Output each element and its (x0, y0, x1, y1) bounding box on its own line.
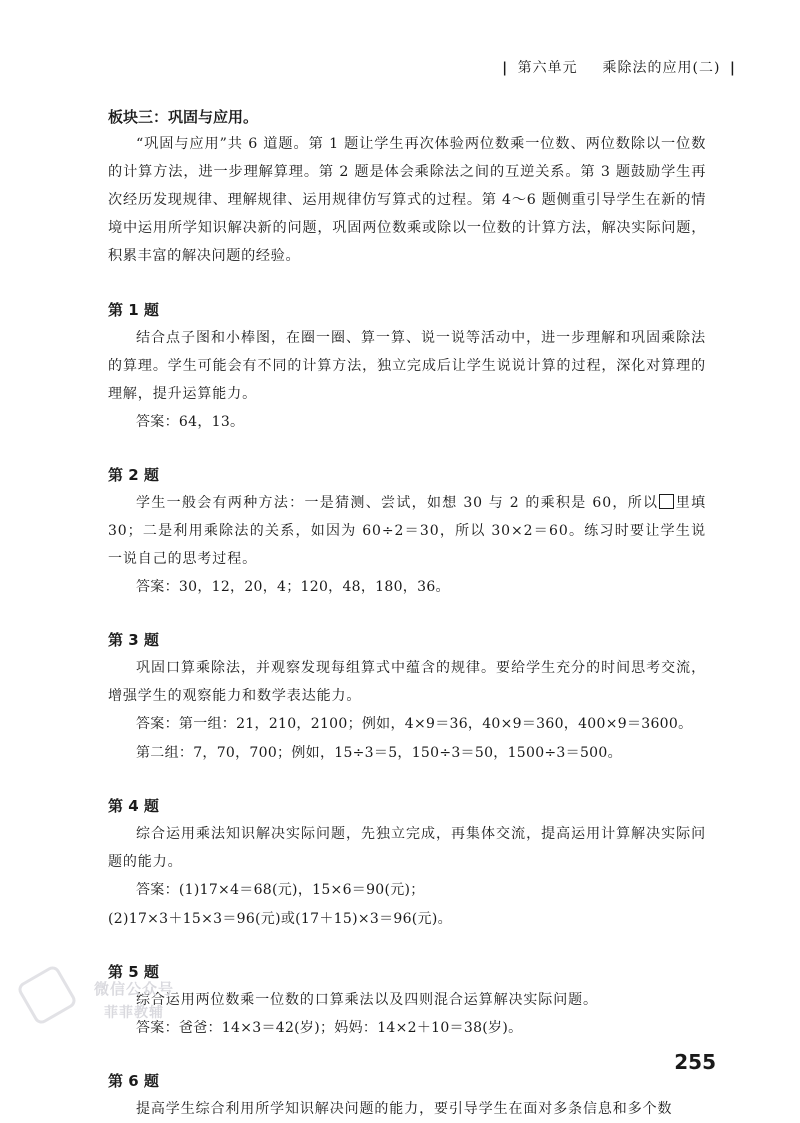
question-answer-4a: 答案：(1)17×4＝68(元)，15×6＝90(元)； (136, 882, 425, 898)
header-unit: 第六单元 (517, 60, 578, 76)
header-left-bar: | (502, 60, 509, 76)
question-heading-5: 第 5 题 (108, 963, 159, 981)
question-heading-1: 第 1 题 (108, 301, 159, 319)
section-intro: “巩固与应用”共 6 道题。第 1 题让学生再次体验两位数乘一位数、两位数除以一位数的计算方法，进一步理解算理。第 2 题是体会乘除法之间的互逆关系。第 3 题鼓励学生再次经历发现规律、理解规律、运用规律仿写算式的过程。第 4～6 题侧重引导学生在新的情境中运用所学知识解决新的问题，巩固两位数乘或除以一位数的计算方法，解决实际问题，积累丰富的解决问题的经验。 (108, 136, 706, 264)
question-answer-5: 答案：爸爸：14×3＝42(岁)；妈妈：14×2＋10＝38(岁)。 (136, 1020, 523, 1036)
watermark (24, 968, 204, 1028)
question-text-1: 结合点子图和小棒图，在圈一圈、算一算、说一说等活动中，进一步理解和巩固乘除法的算理。学生可能会有不同的计算方法，独立完成后让学生说说计算的过程，深化对算理的理解，提升运算能力。 (108, 330, 706, 402)
question-heading-6: 第 6 题 (108, 1072, 159, 1090)
question-text-5: 综合运用两位数乘一位数的口算乘法以及四则混合运算解决实际问题。 (136, 992, 598, 1008)
page-number: 255 (674, 1050, 716, 1074)
question-text-6: 提高学生综合利用所学知识解决问题的能力，要引导学生在面对多条信息和多个数 (136, 1101, 673, 1117)
blank-box-icon (659, 494, 674, 509)
question-answer-3a: 答案：第一组：21，210，2100；例如，4×9＝36，40×9＝360，400×9＝3600。 (136, 716, 693, 732)
question-heading-2: 第 2 题 (108, 466, 159, 484)
question-heading-3: 第 3 题 (108, 631, 159, 649)
section-title: 板块三：巩固与应用。 (108, 108, 259, 126)
watermark-line1: 微信公众号 (94, 980, 175, 998)
question-text-3: 巩固口算乘除法，并观察发现每组算式中蕴含的规律。要给学生充分的时间思考交流，增强学生的观察能力和数学表达能力。 (108, 660, 706, 704)
question-text-4: 综合运用乘法知识解决实际问题，先独立完成，再集体交流，提高运用计算解决实际问题的能力。 (108, 826, 706, 870)
question-answer-1: 答案：64，13。 (136, 414, 245, 430)
question-answer-2: 答案：30，12，20，4；120，48，180，36。 (136, 579, 450, 595)
question-text-2-a: 学生一般会有两种方法：一是猜测、尝试，如想 30 与 2 的乘积是 60，所以 (136, 495, 659, 511)
running-header (498, 57, 740, 77)
question-text-2 (108, 489, 706, 573)
question-heading-4: 第 4 题 (108, 797, 159, 815)
watermark-logo-icon (16, 964, 79, 1027)
question-answer-4b: (2)17×3＋15×3＝96(元)或(17＋15)×3＝96(元)。 (108, 911, 452, 927)
question-answer-3b: 第二组：7，70，700；例如，15÷3＝5，150÷3＝50，1500÷3＝500。 (136, 745, 622, 761)
header-right-bar: | (729, 60, 736, 76)
question-text-2-b: 里填 30；二是利用乘除法的关系，如因为 60÷2＝30，所以 30×2＝60。练习时要让学生说一说自己的思考过程。 (108, 495, 706, 567)
header-title: 乘除法的应用(二) (602, 60, 721, 76)
watermark-line2: 菲菲教辅 (104, 1005, 164, 1021)
